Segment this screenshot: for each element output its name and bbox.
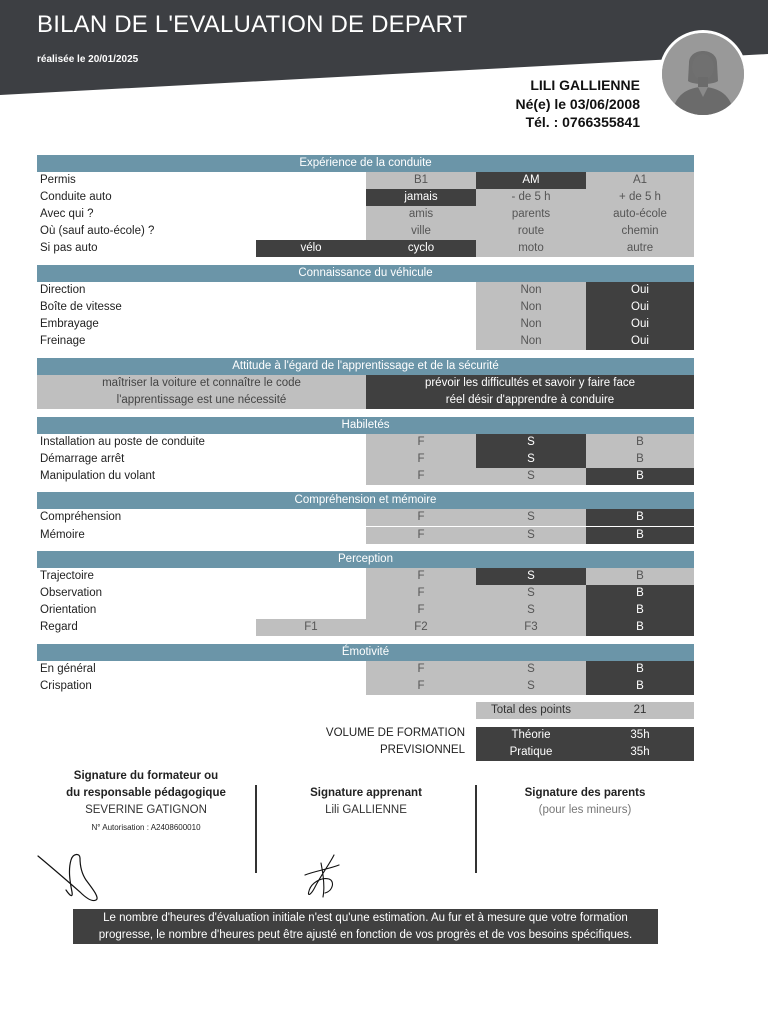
- page-title: BILAN DE L'EVALUATION DE DEPART: [37, 11, 468, 38]
- option-cell: S: [476, 527, 586, 544]
- total-points-label: Total des points: [476, 702, 586, 719]
- option-cell: + de 5 h: [586, 189, 694, 206]
- row-label: Boîte de vitesse: [40, 301, 122, 313]
- table-row-direction: [37, 282, 694, 299]
- selected-option-cell: S: [476, 451, 586, 468]
- table-row-attitude-2: [37, 392, 694, 409]
- table-row-permis: [37, 172, 694, 189]
- option-cell: B1: [366, 172, 476, 189]
- row-label: Direction: [40, 284, 86, 296]
- row-label: Crispation: [40, 680, 92, 692]
- learner-signature-name: Lili GALLIENNE: [325, 804, 407, 816]
- row-label: En général: [40, 663, 96, 675]
- table-row-embrayage: [37, 316, 694, 333]
- option-cell: F: [366, 527, 476, 544]
- trainer-signature-title-2: du responsable pédagogique: [66, 787, 226, 799]
- table-row-freinage: [37, 333, 694, 350]
- section-attitude-header: Attitude à l'égard de l'apprentissage et de la sécurité: [37, 358, 694, 375]
- option-cell: F: [366, 451, 476, 468]
- selected-option-cell: B: [586, 509, 694, 526]
- section-experience-header: Expérience de la conduite: [37, 155, 694, 172]
- trainer-signature-block: [41, 768, 251, 834]
- selected-option-cell: B: [586, 661, 694, 678]
- table-row-installation: [37, 434, 694, 451]
- row-label: Conduite auto: [40, 191, 112, 203]
- row-label: Orientation: [40, 604, 97, 616]
- option-cell: S: [476, 661, 586, 678]
- option-cell: - de 5 h: [476, 189, 586, 206]
- selected-option-cell: réel désir d'apprendre à conduire: [366, 392, 694, 409]
- evaluation-date: réalisée le 20/01/2025: [37, 54, 139, 65]
- row-label: Mémoire: [40, 529, 85, 541]
- selected-option-cell: Oui: [586, 333, 694, 350]
- person-silhouette-icon: [662, 33, 744, 115]
- option-cell: F1: [256, 619, 366, 636]
- row-label: Observation: [40, 587, 103, 599]
- trainer-handwritten-signature: [36, 848, 104, 904]
- table-row-memoire: [37, 527, 694, 544]
- option-cell: S: [476, 509, 586, 526]
- option-cell: amis: [366, 206, 476, 223]
- parents-signature-note: (pour les mineurs): [538, 804, 632, 816]
- option-cell: F: [366, 661, 476, 678]
- trainer-signature-title-1: Signature du formateur ou: [73, 770, 219, 782]
- option-cell: A1: [586, 172, 694, 189]
- total-points-row: [37, 702, 694, 719]
- table-row-crispation: [37, 678, 694, 695]
- option-cell: autre: [586, 240, 694, 257]
- table-row-avec-qui: [37, 206, 694, 223]
- option-cell: F: [366, 602, 476, 619]
- learner-name: LILI GALLIENNE: [530, 77, 640, 93]
- notice-line-1: Le nombre d'heures d'évaluation initiale n'est qu'une estimation. Au fur et à mesure que votre formation: [103, 912, 628, 924]
- volume-label-line1: VOLUME DE FORMATION: [325, 727, 465, 739]
- option-cell: F: [366, 434, 476, 451]
- table-row-regard: [37, 619, 694, 636]
- selected-option-cell: B: [586, 585, 694, 602]
- option-cell: F: [366, 678, 476, 695]
- selected-option-cell: B: [586, 527, 694, 544]
- table-row-comprehension: [37, 509, 694, 526]
- table-row-observation: [37, 585, 694, 602]
- option-cell: chemin: [586, 223, 694, 240]
- section-perception-header: Perception: [37, 551, 694, 568]
- selected-option-cell: B: [586, 602, 694, 619]
- row-label: Démarrage arrêt: [40, 453, 125, 465]
- row-label: Trajectoire: [40, 570, 94, 582]
- row-label: Si pas auto: [40, 242, 98, 254]
- row-label: Embrayage: [40, 318, 99, 330]
- practice-label: Pratique: [476, 744, 586, 761]
- section-habiletes-header: Habiletés: [37, 417, 694, 434]
- parents-signature-block: [480, 785, 690, 819]
- option-cell: B: [586, 434, 694, 451]
- row-label: Avec qui ?: [40, 208, 94, 220]
- selected-option-cell: Oui: [586, 299, 694, 316]
- selected-option-cell: B: [586, 678, 694, 695]
- selected-option-cell: prévoir les difficultés et savoir y faire face: [366, 375, 694, 392]
- learner-handwritten-signature: [303, 853, 341, 899]
- table-row-ou: [37, 223, 694, 240]
- option-cell: Non: [476, 316, 586, 333]
- table-row-volant: [37, 468, 694, 485]
- theory-hours: 35h: [586, 727, 694, 744]
- table-row-si-pas-auto: [37, 240, 694, 257]
- signature-divider: [475, 785, 477, 873]
- option-cell: B: [586, 451, 694, 468]
- practice-hours: 35h: [586, 744, 694, 761]
- table-row-trajectoire: [37, 568, 694, 585]
- learner-phone: Tél. : 0766355841: [525, 114, 640, 130]
- row-label: Manipulation du volant: [40, 470, 156, 482]
- table-row-conduite-auto: [37, 189, 694, 206]
- selected-option-cell: AM: [476, 172, 586, 189]
- selected-option-cell: jamais: [366, 189, 476, 206]
- option-cell: parents: [476, 206, 586, 223]
- option-cell: S: [476, 678, 586, 695]
- option-cell: S: [476, 585, 586, 602]
- row-label: Où (sauf auto-école) ?: [40, 225, 155, 237]
- row-label: Compréhension: [40, 511, 122, 523]
- table-row-attitude-1: [37, 375, 694, 392]
- selected-option-cell: S: [476, 434, 586, 451]
- selected-option-cell: cyclo: [366, 240, 476, 257]
- trainer-name: SEVERINE GATIGNON: [85, 804, 207, 816]
- selected-option-cell: B: [586, 619, 694, 636]
- theory-row: [37, 727, 694, 744]
- selected-option-cell: Oui: [586, 316, 694, 333]
- option-cell: F2: [366, 619, 476, 636]
- option-cell: moto: [476, 240, 586, 257]
- table-row-boite-de-vitesse: [37, 299, 694, 316]
- theory-label: Théorie: [476, 727, 586, 744]
- option-cell: l'apprentissage est une nécessité: [37, 392, 366, 409]
- selected-option-cell: vélo: [256, 240, 366, 257]
- option-cell: F: [366, 568, 476, 585]
- notice-line-2: progresse, le nombre d'heures peut être ajusté en fonction de vos progrès et de vos besoins spécifiques.: [98, 929, 633, 941]
- selected-option-cell: Oui: [586, 282, 694, 299]
- volume-label-line2: PREVISIONNEL: [380, 744, 465, 756]
- parents-signature-title: Signature des parents: [524, 787, 646, 799]
- practice-row: [37, 744, 694, 761]
- signature-divider: [255, 785, 257, 873]
- learner-birthdate: Né(e) le 03/06/2008: [515, 96, 640, 112]
- option-cell: F: [366, 509, 476, 526]
- selected-option-cell: S: [476, 568, 586, 585]
- option-cell: F: [366, 468, 476, 485]
- section-comprehension-header: Compréhension et mémoire: [37, 492, 694, 509]
- row-label: Permis: [40, 174, 76, 186]
- row-label: Regard: [40, 621, 78, 633]
- row-label: Installation au poste de conduite: [40, 436, 205, 448]
- option-cell: route: [476, 223, 586, 240]
- option-cell: Non: [476, 282, 586, 299]
- total-points-value: 21: [586, 702, 694, 719]
- option-cell: auto-école: [586, 206, 694, 223]
- option-cell: S: [476, 468, 586, 485]
- table-row-en-general: [37, 661, 694, 678]
- option-cell: S: [476, 602, 586, 619]
- section-vehicule-header: Connaissance du véhicule: [37, 265, 694, 282]
- learner-signature-block: [260, 785, 472, 819]
- selected-option-cell: B: [586, 468, 694, 485]
- option-cell: ville: [366, 223, 476, 240]
- section-emotivite-header: Émotivité: [37, 644, 694, 661]
- option-cell: F3: [476, 619, 586, 636]
- table-row-demarrage: [37, 451, 694, 468]
- option-cell: maîtriser la voiture et connaître le code: [37, 375, 366, 392]
- option-cell: Non: [476, 333, 586, 350]
- option-cell: F: [366, 585, 476, 602]
- learner-signature-title: Signature apprenant: [310, 787, 422, 799]
- avatar: [659, 30, 747, 118]
- option-cell: Non: [476, 299, 586, 316]
- row-label: Freinage: [40, 335, 86, 347]
- estimation-notice: [73, 909, 658, 944]
- option-cell: B: [586, 568, 694, 585]
- table-row-orientation: [37, 602, 694, 619]
- trainer-authorisation: N° Autorisation : A2408600010: [91, 823, 201, 832]
